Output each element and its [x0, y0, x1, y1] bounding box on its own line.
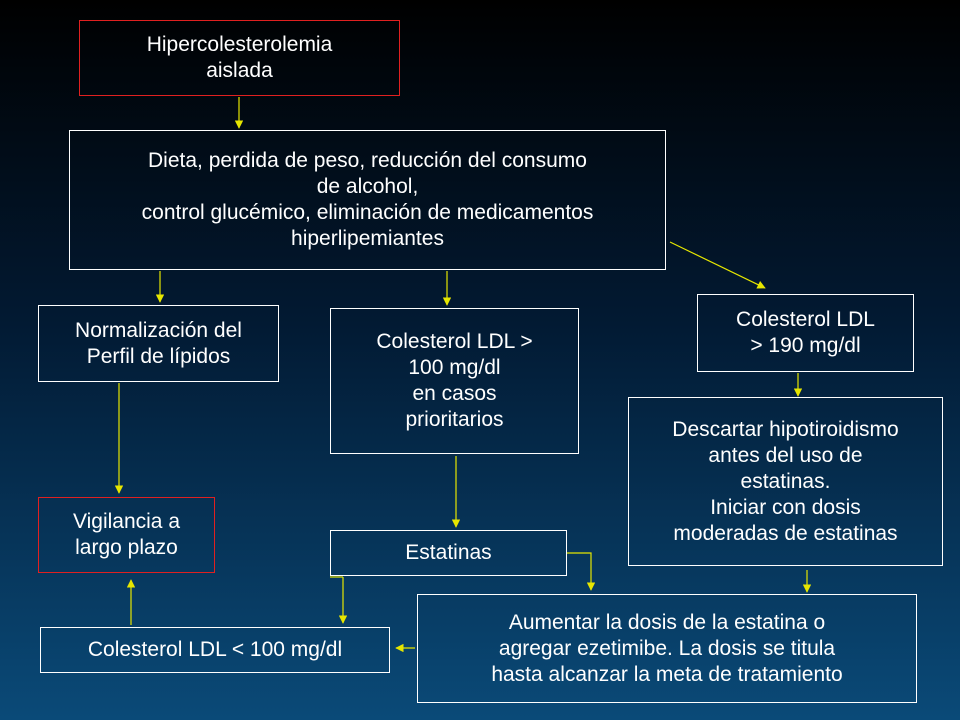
arrow-estatinas-to-aumentar	[567, 553, 591, 590]
node-estatinas-text: Estatinas	[405, 541, 492, 564]
node-estatinas	[330, 530, 567, 576]
node-ldl-mayor-100-text: Colesterol LDL > 100 mg/dl en casos prioritarios	[376, 330, 533, 431]
node-vigilancia-text: Vigilancia a largo plazo	[72, 510, 181, 559]
node-dieta-text: Dieta, perdida de peso, reducción del consumo de alcohol, control glucémico, eliminación de medicamentos hiperlipemiantes	[141, 149, 594, 250]
node-normalizacion	[38, 305, 279, 382]
arrow-dieta-to-ldl190	[670, 242, 765, 288]
node-ldl-mayor-190	[697, 294, 914, 372]
node-hipercolesterolemia	[79, 20, 400, 96]
node-aumentar	[417, 594, 917, 703]
node-hipercolesterolemia-text: Hipercolesterolemia aislada	[146, 33, 333, 82]
node-ldl-mayor-190-text: Colesterol LDL > 190 mg/dl	[736, 308, 875, 357]
node-aumentar-text: Aumentar la dosis de la estatina o agregar ezetimibe. La dosis se titula hasta alcanzar la meta de tratamiento	[491, 610, 843, 686]
node-ldl-menor-100	[40, 627, 390, 673]
node-vigilancia	[38, 497, 215, 573]
node-ldl-menor-100-text: Colesterol LDL < 100 mg/dl	[87, 638, 343, 661]
node-descartar-text: Descartar hipotiroidismo antes del uso de estatinas. Iniciar con dosis moderadas de estatinas	[672, 417, 899, 545]
node-descartar	[628, 397, 943, 566]
node-normalizacion-text: Normalización del Perfil de lípidos	[75, 318, 242, 368]
node-dieta	[69, 130, 666, 270]
node-ldl-mayor-100	[330, 308, 579, 454]
